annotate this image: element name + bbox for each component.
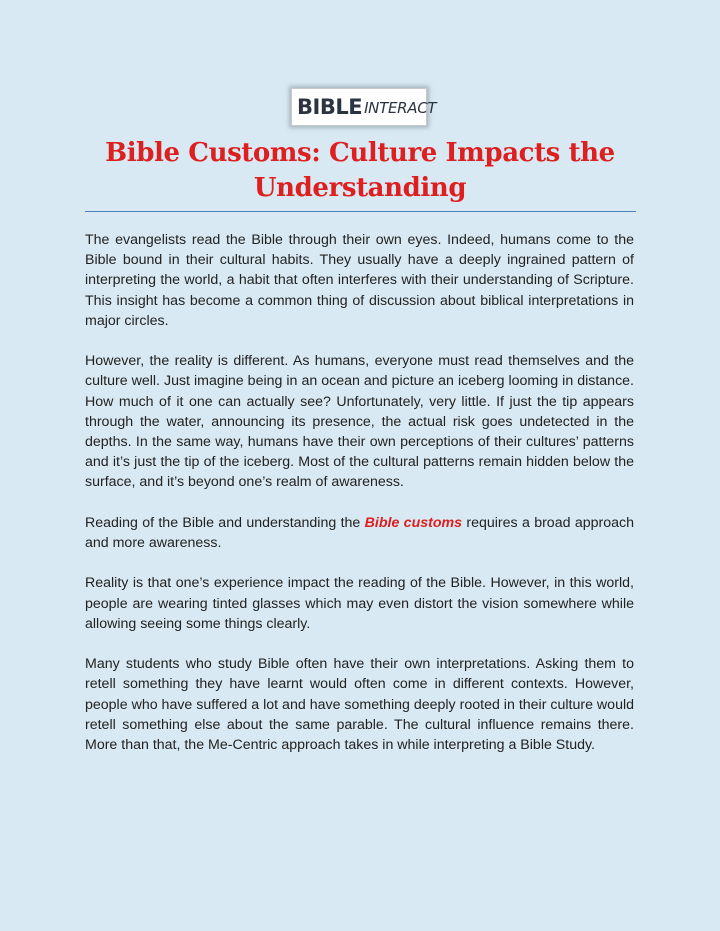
- bible-interact-logo[interactable]: [291, 88, 437, 126]
- title-divider: [85, 211, 636, 212]
- paragraph-4: Reality is that one’s experience impact the reading of the Bible. However, in this world, people are wearing tinted glasses which may even distort the vision somewhere while allowing seeing some things clearly.: [85, 575, 634, 632]
- paragraph-5: Many students who study Bible often have their own interpretations. Asking them to retell something they have learnt would often come in different contexts. However, people who have suffered a lot and have something deeply rooted in their culture would retell something else about the same parable. The cultural influence remains there. More than that, the Me-Centric approach takes in while interpreting a Bible Study.: [85, 656, 634, 754]
- logo-word-bible: BIBLE: [297, 94, 363, 119]
- bible-customs-link[interactable]: Bible customs: [364, 514, 463, 531]
- paragraph-3-tail: requires a broad approach and more awareness.: [85, 514, 634, 552]
- logo-word-interact: INTERACT: [364, 99, 437, 117]
- article-body: [85, 230, 634, 775]
- paragraph-3: [85, 513, 634, 553]
- paragraph-3-lead: Reading of the Bible and understanding the: [85, 514, 365, 531]
- paragraph-2: However, the reality is different. As humans, everyone must read themselves and the culture well. Just imagine being in an ocean and picture an iceberg looming in distance. How much of it one can actually see? Unfortunately, very little. If just the tip appears through the water, announcing its presence, the actual risk goes undetected in the depths. In the same way, humans have their own perceptions of their cultures’ patterns and it’s just the tip of the iceberg. Most of the cultural patterns remain hidden below the surface, and it’s beyond one’s realm of awareness.: [85, 353, 634, 491]
- paragraph-1: The evangelists read the Bible through their own eyes. Indeed, humans come to the Bible bound in their cultural habits. They usually have a deeply ingrained pattern of interpreting the world, a habit that often interferes with their understanding of Scripture. This insight has become a common thing of discussion about biblical interpretations in major circles.: [85, 232, 634, 329]
- page-title: Bible Customs: Culture Impacts the Understanding: [105, 138, 615, 203]
